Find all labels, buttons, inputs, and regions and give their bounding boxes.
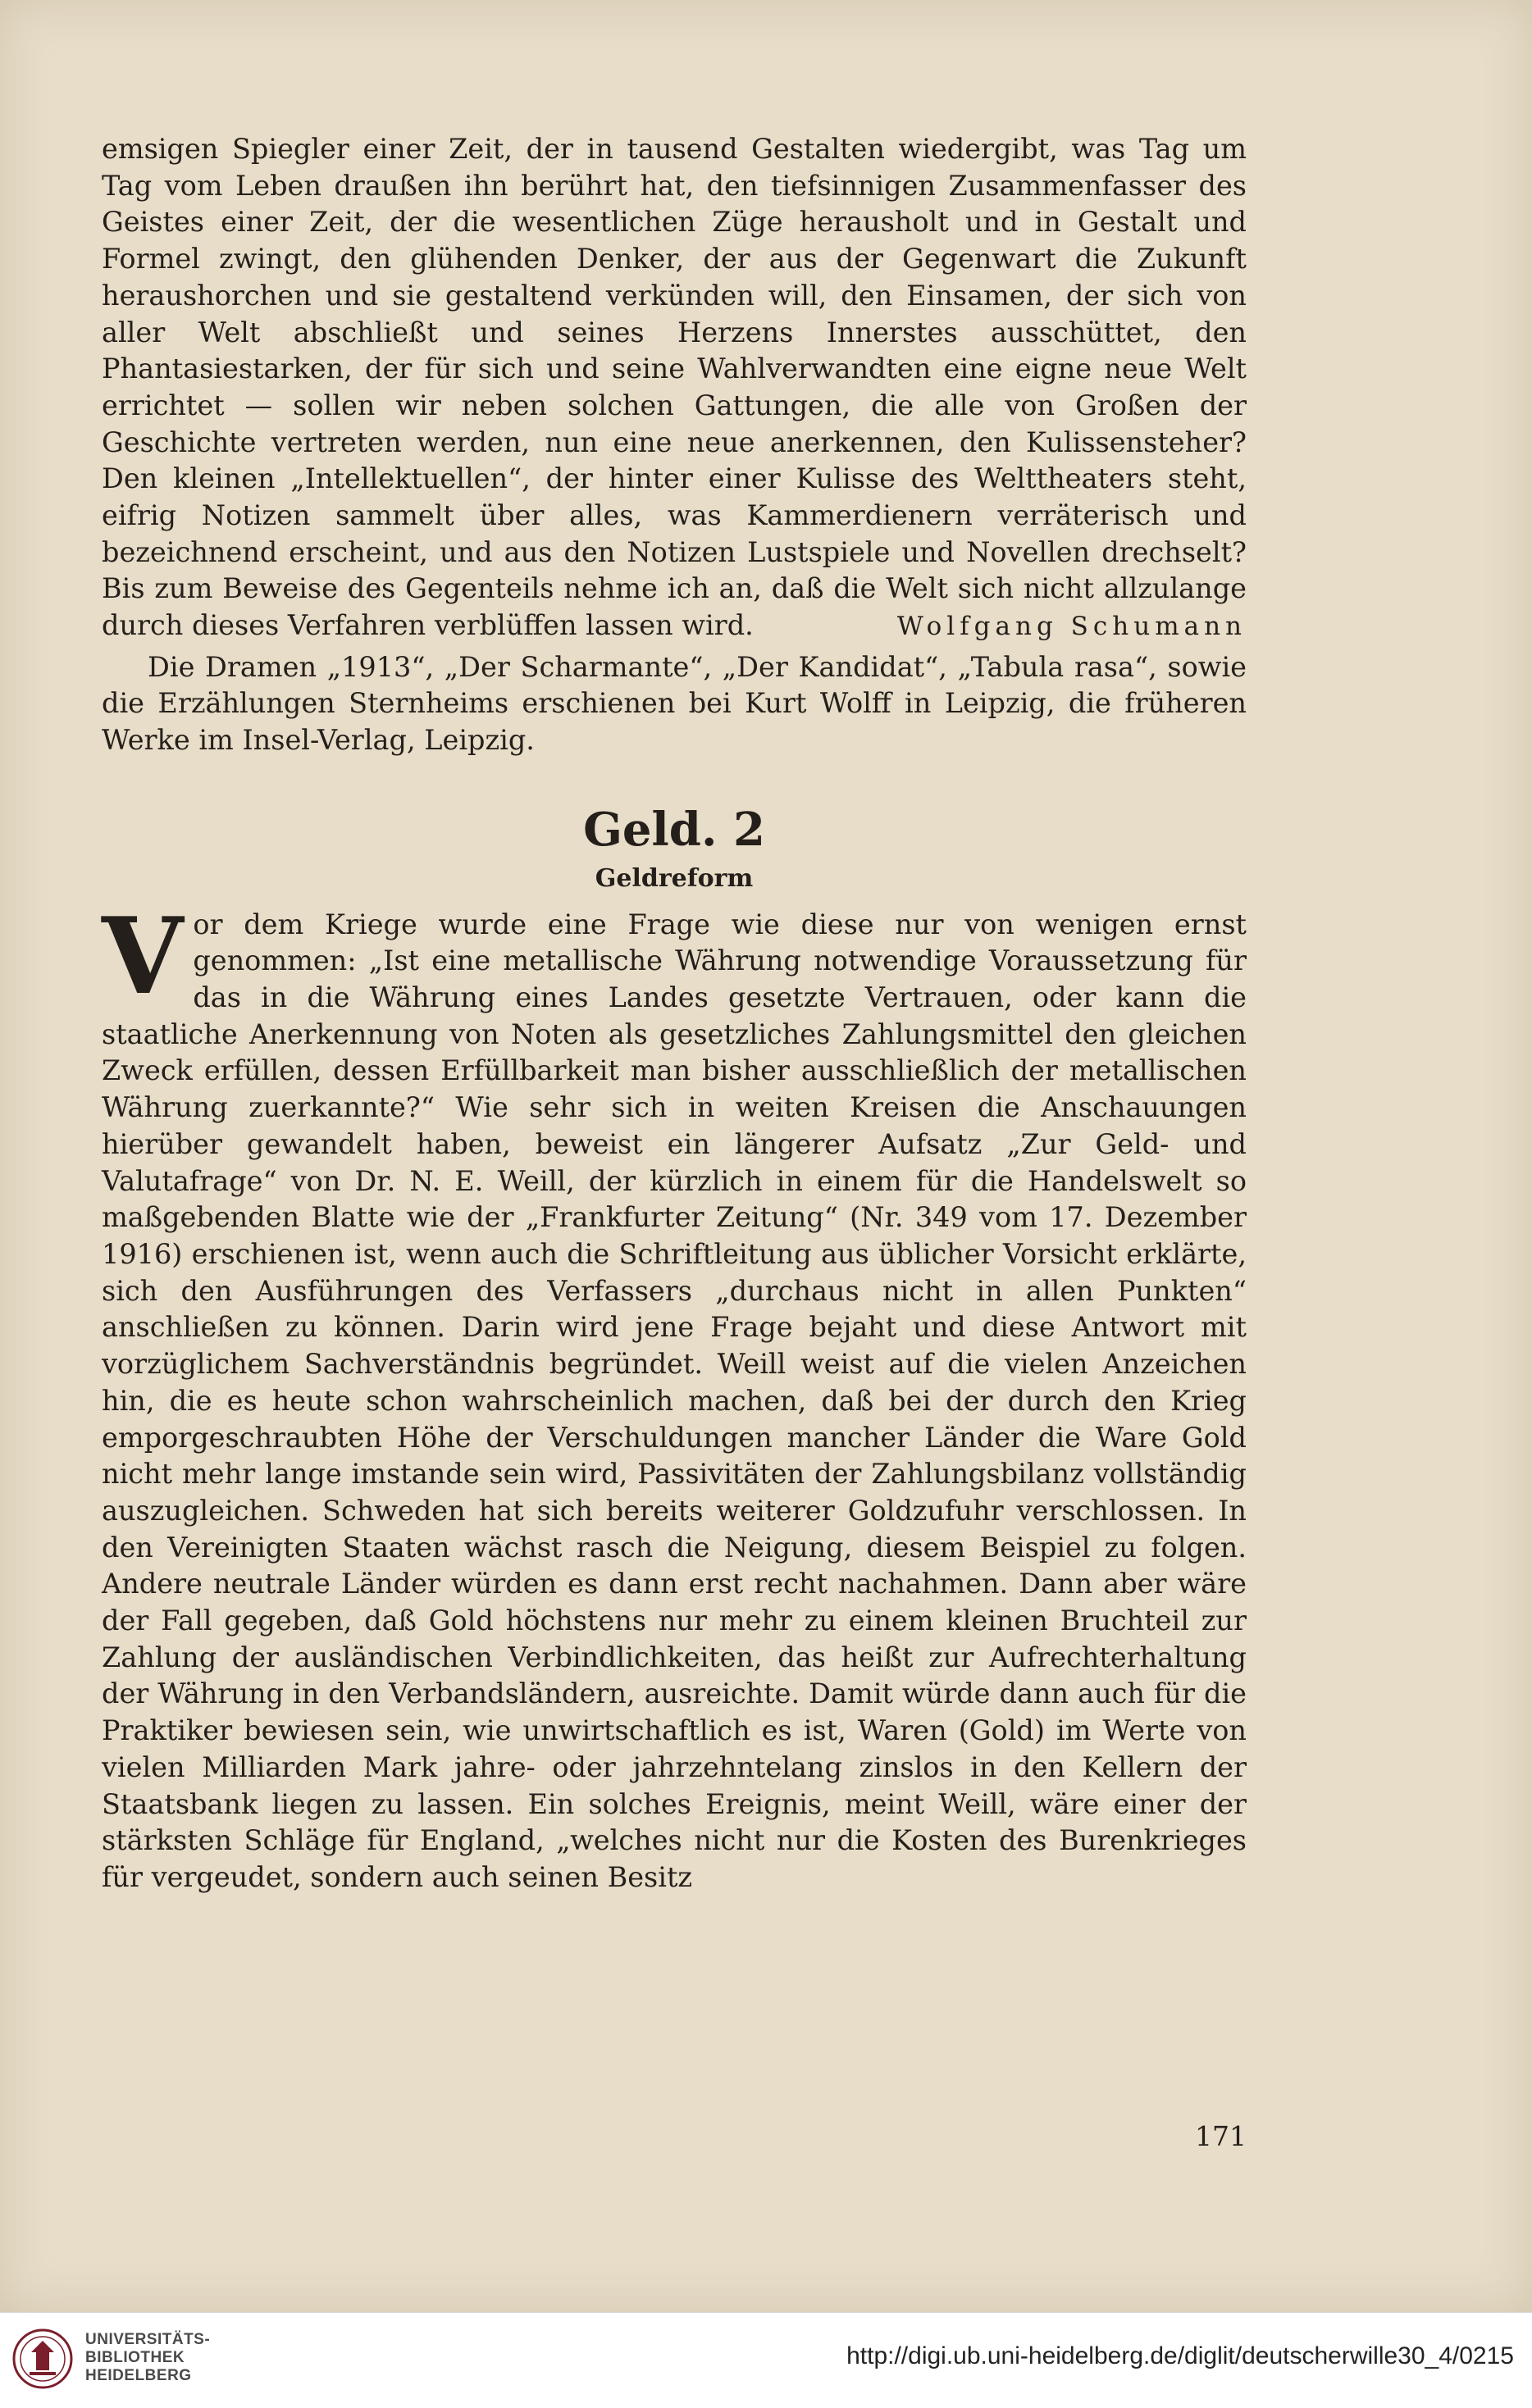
- page-number: 171: [1195, 2120, 1247, 2152]
- intro-paragraph: emsigen Spiegler einer Zeit, der in tausend Gestalten wiedergibt, was Tag um Tag vom Leben draußen ihn berührt hat, den tiefsinnigen Zusammenfasser des Geistes einer Zeit, der die wesentlichen Züge herausholt und in Gestalt und Formel zwingt, den glühenden Denker, der aus der Gegenwart die Zukunft heraushorchen und sie gestaltend verkünden will, den Einsamen, der sich von aller Welt abschließt und seines Herzens Innerstes ausschüttet, den Phantasiestarken, der für sich und seine Wahlverwandten eine eigne neue Welt errichtet — sollen wir neben solchen Gattungen, die alle von Großen der Geschichte vertreten werden, nun eine neue anerkennen, den Kulissensteher? Den kleinen „Intellektuellen“, der hinter einer Kulisse des Welttheaters steht, eifrig Notizen sammelt über alles, was Kammerdienern verräterisch und bezeichnend erscheint, und aus den Notizen Lustspiele und Novellen drechselt? Bis zum Beweise des Gegenteils nehme ich an, daß die Welt sich nicht allzulange durch dieses Verfahren verblüffen lassen wird.: [102, 133, 1247, 642]
- university-seal-icon: [11, 2328, 74, 2390]
- bibliographic-note: Die Dramen „1913“, „Der Scharmante“, „Der Kandidat“, „Tabula rasa“, sowie die Erzählungen Sternheims erschienen bei Kurt Wolff in Leipzig, die früheren Werke im Insel-Verlag, Leipzig.: [102, 650, 1247, 756]
- author-signature: Wolfgang Schumann: [896, 611, 1247, 641]
- library-name: [85, 2331, 210, 2385]
- main-paragraph: [102, 894, 1247, 1896]
- library-name-line: HEIDELBERG: [85, 2367, 192, 2384]
- viewer-footer: [0, 2312, 1532, 2408]
- article-text: [102, 131, 1247, 1896]
- library-name-line: UNIVERSITÄTS-: [85, 2331, 211, 2348]
- library-name-line: BIBLIOTHEK: [85, 2349, 185, 2366]
- section-subtitle: Geldreform: [595, 863, 754, 893]
- section-title: Geld. 2: [583, 802, 765, 857]
- source-url-link[interactable]: http://digi.ub.uni-heidelberg.de/diglit/deutscherwille30_4/0215: [846, 2342, 1514, 2369]
- drop-cap: V: [102, 894, 184, 1018]
- main-paragraph-text: or dem Kriege wurde eine Frage wie diese nur von wenigen ernst genommen: „Ist eine metallische Währung notwendige Voraussetzung für das in die Währung eines Landes gesetzte Vertrauen, oder kann die staatliche Anerkennung von Noten als gesetzliches Zahlungsmittel den gleichen Zweck erfüllen, dessen Erfüllbarkeit man bisher ausschließlich der metallischen Währung zuerkannte?“ Wie sehr sich in weiten Kreisen die Anschauungen hierüber gewandelt haben, beweist ein längerer Aufsatz „Zur Geld- und Valutafrage“ von Dr. N. E. Weill, der kürzlich in einem für die Handelswelt so maßgebenden Blatte wie der „Frankfurter Zeitung“ (Nr. 349 vom 17. Dezember 1916) erschienen ist, wenn auch die Schriftleitung aus üblicher Vorsicht erklärte, sich den Ausführungen des Verfassers „durchaus nicht in allen Punkten“ anschließen zu können. Darin wird jene Frage bejaht und diese Antwort mit vorzüglichem Sachverständnis begründet. Weill weist auf die vielen Anzeichen hin, die es heute schon wahrscheinlich machen, daß bei der durch den Krieg emporgeschraubten Höhe der Verschuldungen mancher Länder die Ware Gold nicht mehr lange imstande sein wird, Passivitäten der Zahlungsbilanz vollständig auszugleichen. Schweden hat sich bereits weiterer Goldzufuhr verschlossen. In den Vereinigten Staaten wächst rasch die Neigung, diesem Beispiel zu folgen. Andere neutrale Länder würden es dann erst recht nachahmen. Dann aber wäre der Fall gegeben, daß Gold höchstens nur mehr zu einem kleinen Bruchteil zur Zahlung der ausländischen Verbindlichkeiten, das heißt zur Aufrechterhaltung der Währung in den Verbandsländern, ausreichte. Damit würde dann auch für die Praktiker bewiesen sein, wie unwirtschaftlich es ist, Waren (Gold) im Werte von vielen Milliarden Mark jahre- oder jahrzehntelang zinslos in den Kellern der Staatsbank liegen zu lassen. Ein solches Ereignis, meint Weill, wäre einer der stärksten Schläge für England, „welches nicht nur die Kosten des Burenkrieges für vergeudet, sondern auch seinen Besitz: [102, 908, 1247, 1893]
